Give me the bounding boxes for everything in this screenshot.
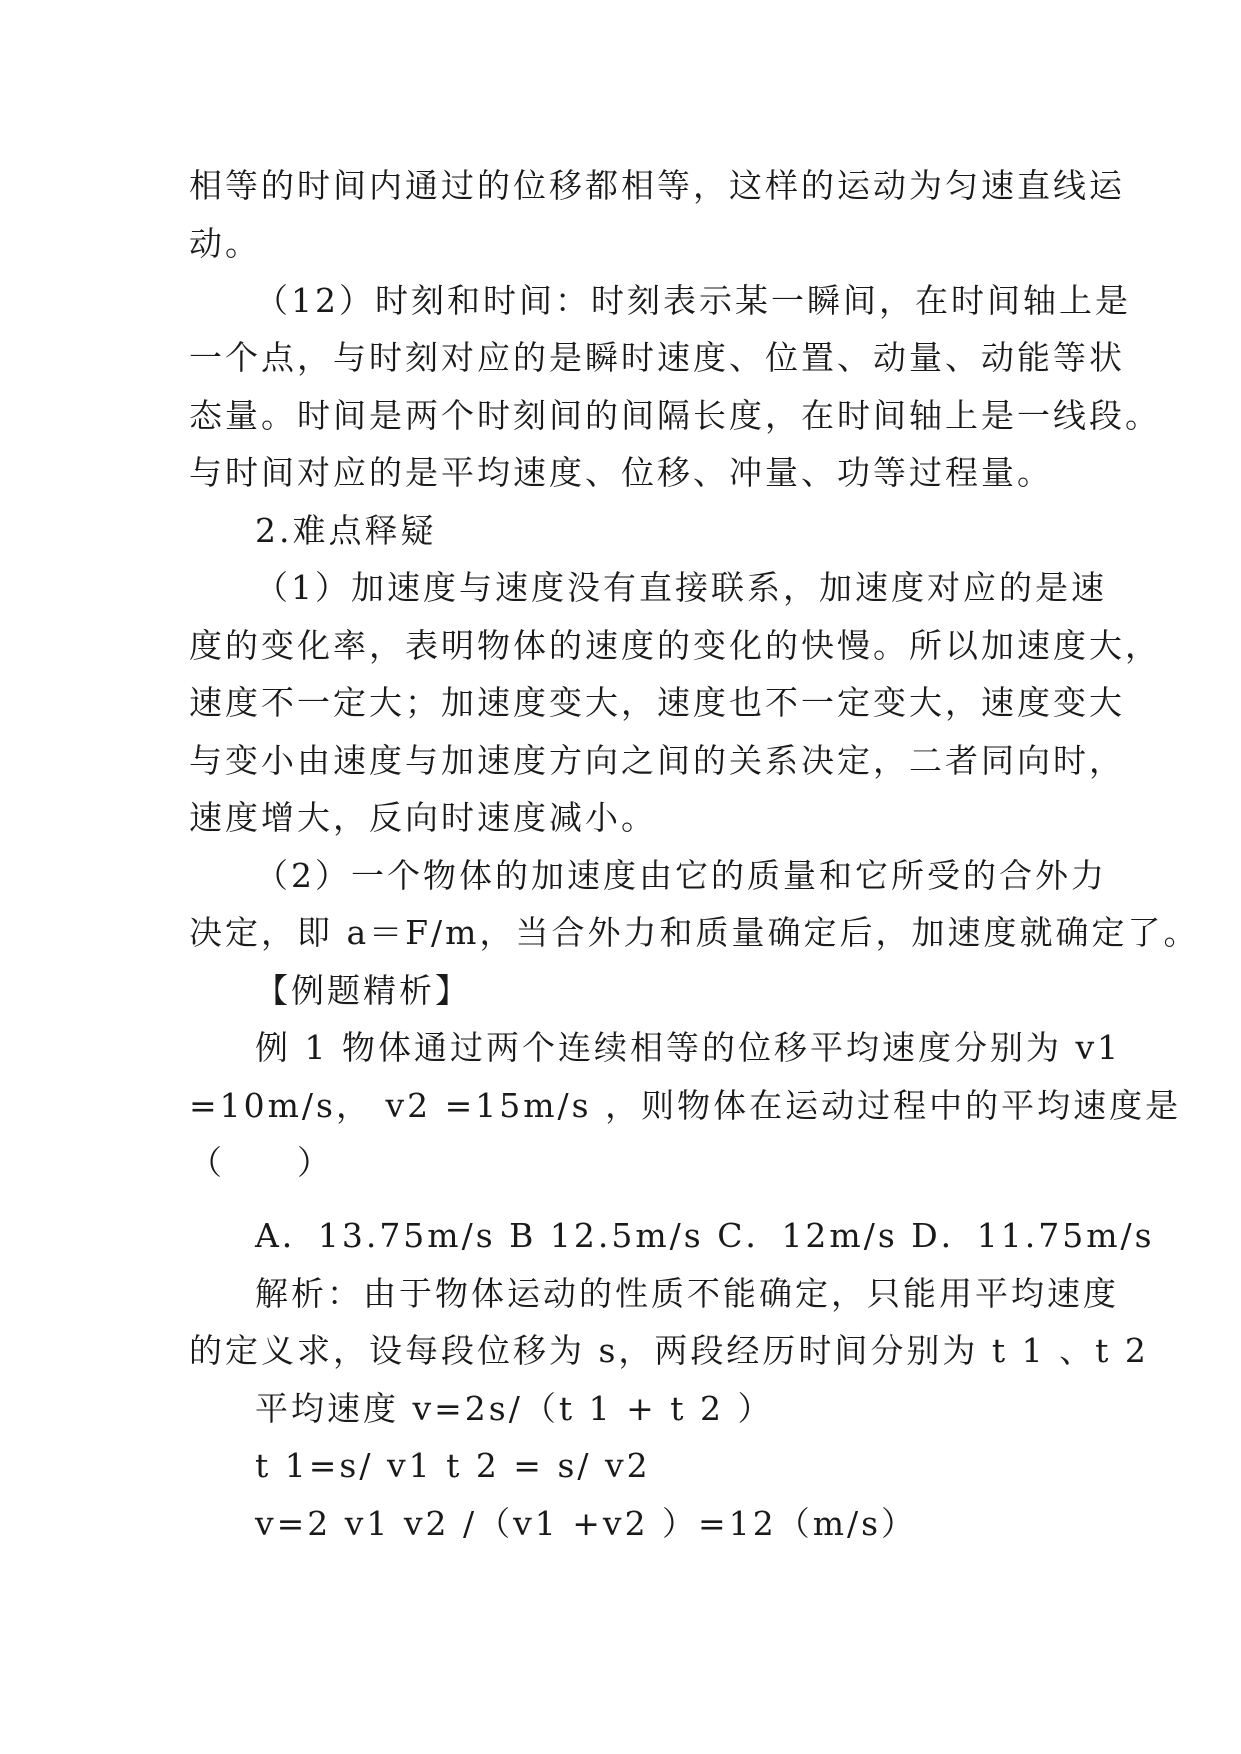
- paragraph-line: 一个点，与时刻对应的是瞬时速度、位置、动量、动能等状: [189, 338, 1125, 377]
- question-line: =10m/s， v2 =15m/s ，则物体在运动过程中的平均速度是: [189, 1086, 1182, 1125]
- solution-line: 的定义求，设每段位移为 s，两段经历时间分别为 t 1 、t 2: [189, 1331, 1149, 1370]
- paragraph-line: 决定，即 a＝F/m，当合外力和质量确定后，加速度就确定了。: [189, 913, 1200, 952]
- formula-line: 平均速度 v=2s/（t 1 + t 2 ）: [255, 1389, 774, 1428]
- paragraph-line: （12）时刻和时间：时刻表示某一瞬间，在时间轴上是: [255, 281, 1131, 320]
- section-heading: 2.难点释疑: [255, 511, 437, 550]
- paragraph-line: 相等的时间内通过的位移都相等，这样的运动为匀速直线运: [189, 166, 1125, 205]
- paragraph-line: （2）一个物体的加速度由它的质量和它所受的合外力: [255, 856, 1107, 895]
- section-heading: 【例题精析】: [255, 971, 471, 1010]
- paragraph-line: 与时间对应的是平均速度、位移、冲量、功等过程量。: [189, 453, 1053, 492]
- paragraph-line: 速度不一定大；加速度变大，速度也不一定变大，速度变大: [189, 683, 1125, 722]
- paragraph-line: 度的变化率，表明物体的速度的变化的快慢。所以加速度大，: [189, 626, 1161, 665]
- question-line: 例 1 物体通过两个连续相等的位移平均速度分别为 v1: [255, 1028, 1122, 1067]
- formula-line: t 1=s/ v1 t 2 = s/ v2: [255, 1446, 651, 1485]
- solution-line: 解析：由于物体运动的性质不能确定，只能用平均速度: [255, 1274, 1119, 1313]
- answer-blank: （ ）: [189, 1143, 333, 1182]
- paragraph-line: 动。: [189, 224, 261, 263]
- formula-line: v=2 v1 v2 /（v1 +v2 ）=12（m/s）: [255, 1504, 918, 1543]
- paragraph-line: （1）加速度与速度没有直接联系，加速度对应的是速: [255, 568, 1107, 607]
- paragraph-line: 与变小由速度与加速度方向之间的关系决定，二者同向时，: [189, 741, 1125, 780]
- paragraph-line: 态量。时间是两个时刻间的间隔长度，在时间轴上是一线段。: [189, 396, 1161, 435]
- paragraph-line: 速度增大，反向时速度减小。: [189, 798, 657, 837]
- answer-options: A．13.75m/s B 12.5m/s C．12m/s D．11.75m/s: [255, 1216, 1155, 1255]
